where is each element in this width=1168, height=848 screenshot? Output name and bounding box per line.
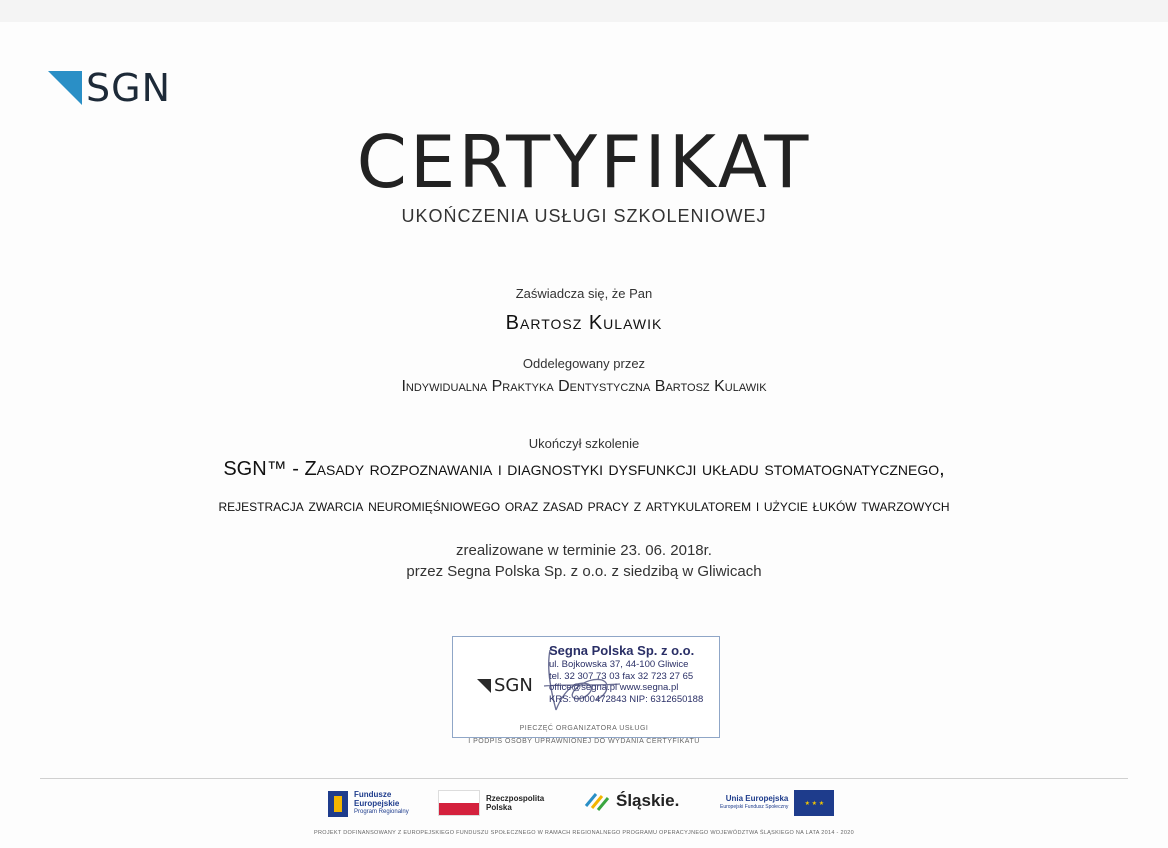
signature [536,640,626,720]
slaskie-text: Śląskie. [616,791,680,810]
sgn-logo [48,68,171,108]
scan-top-band [0,0,1168,22]
completion-details [0,540,1168,582]
delegated-label: Oddelegowany przez [522,356,646,371]
eu-logo [720,790,834,816]
stamp-ids: KRS: 0000472843 NIP: 6312650188 [549,693,704,705]
certificate-title: CERTYFIKAT [356,120,812,204]
certificate-subtitle: UKOŃCZENIA USŁUGI SZKOLENIOWEJ [401,206,767,226]
sgn-logo-text: SGN [86,66,171,110]
sgn-logo-mark-icon [48,71,82,105]
fe-line-1: Fundusze [354,790,392,799]
completion-date: zrealizowane w terminie 23. 06. 2018r. [456,542,712,559]
fe-sub: Program Regionalny [354,809,409,815]
stamp-logo [477,675,533,696]
stamp-logo-text: SGN [494,675,533,696]
certify-label: Zaświadcza się, że Pan [515,286,653,301]
provider-line: przez Segna Polska Sp. z o.o. z siedzibą w Gliwicach [406,563,762,580]
stamp-caption-1: PIECZĘĆ ORGANIZATORA USŁUGI [519,725,649,732]
fe-logo [328,790,409,817]
completed-label: Ukończył szkolenie [528,436,640,451]
stamp-web: office@segna.pl www.segna.pl [549,682,679,693]
stamp-address: ul. Bojkowska 37, 44-100 Gliwice [549,659,689,670]
polish-flag-icon [438,790,480,816]
pl-logo [438,790,544,816]
fe-line-2: Europejskie [354,799,400,808]
stamp-logo-mark-icon [477,679,491,693]
footer-divider [40,778,1128,779]
stamp-caption-2: I PODPIS OSOBY UPRAWNIONEJ DO WYDANIA CERTYFIKATU [468,738,700,745]
recipient-name: Bartosz Kulawik [505,312,663,334]
pl-line-1: Rzeczpospolita [486,794,545,803]
course-title-line-1: SGN™ - Zasady rozpoznawania i diagnostyki dysfunkcji układu stomatognatycznego, [223,458,945,480]
fundusze-europejskie-icon [328,791,348,817]
stamp-company: Segna Polska Sp. z o.o. [549,643,695,658]
eu-flag-icon: ★ ★ ★ [794,790,834,816]
eu-sub: Europejski Fundusz Społeczny [720,804,789,810]
eu-line-1: Unia Europejska [725,794,789,803]
course-title-line-2: rejestracja zwarcia neuromięśniowego oraz zasad pracy z artykulatorem i użycie łuków twarzowych [218,496,950,515]
delegating-organization: Indywidualna Praktyka Dentystyczna Bartosz Kulawik [401,378,767,395]
slaskie-mark-icon [584,790,610,812]
slaskie-logo [584,790,679,812]
pl-line-2: Polska [486,803,512,812]
funding-note: PROJEKT DOFINANSOWANY Z EUROPEJSKIEGO FUNDUSZU SPOŁECZNEGO W RAMACH REGIONALNEGO PROGRAMU OPERACYJNEGO WOJEWÓDZTWA ŚLĄSKIEGO NA LATA 2014 - 2020 [314,830,854,836]
stamp-phone: tel. 32 307 73 03 fax 32 723 27 65 [549,670,694,682]
